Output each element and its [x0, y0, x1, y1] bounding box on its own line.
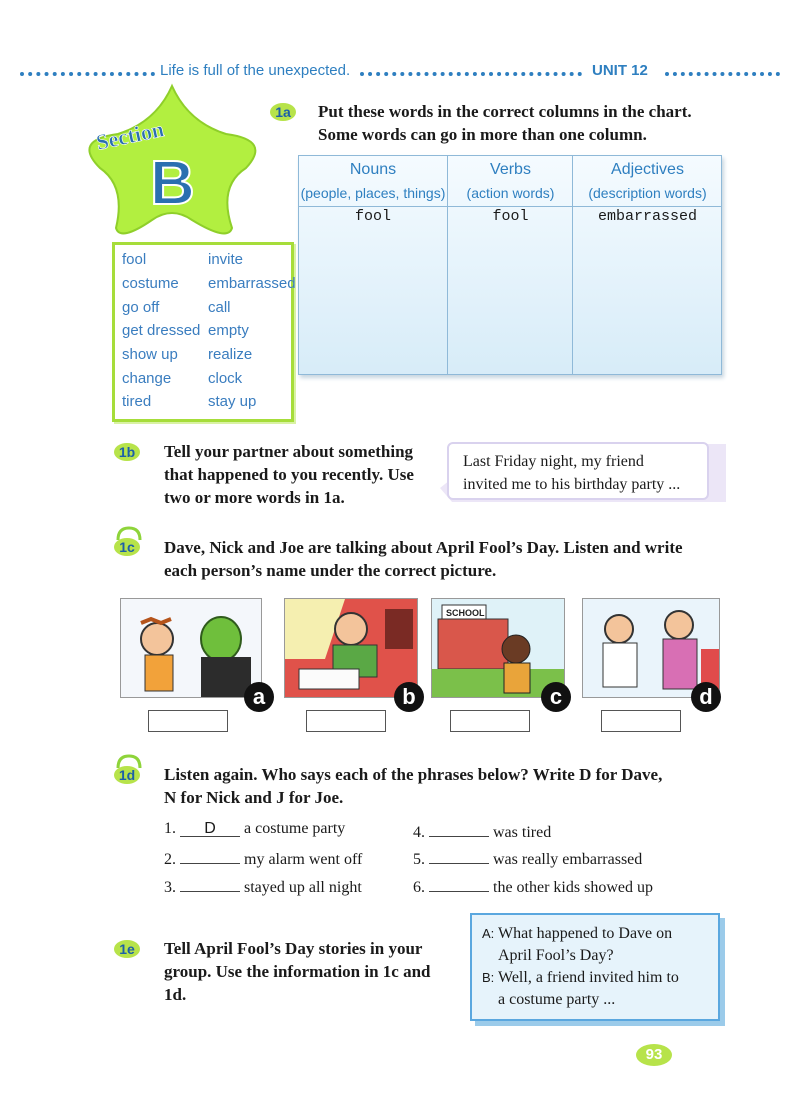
exercise-item-2 [164, 847, 362, 869]
school-scene-illustration [432, 599, 564, 697]
speaker-label: B: [482, 970, 495, 985]
word-item: fool [122, 251, 147, 268]
picture-b-reading [284, 598, 418, 698]
instruction-1d-line2: N for Nick and J for Joe. [164, 788, 344, 807]
word-item: go off [122, 299, 160, 316]
instruction-1b-line3: two or more words in 1a. [164, 488, 345, 507]
word-item: call [208, 299, 231, 316]
dialog-text: a costume party ... [498, 991, 616, 1008]
dialog-text: April Fool’s Day? [498, 947, 614, 964]
section-word: Section [93, 116, 166, 155]
chart-cell-example[interactable]: fool [354, 208, 391, 225]
speaker-label: A: [482, 926, 495, 941]
word-item: tired [122, 393, 152, 410]
answer-box-a[interactable] [148, 710, 228, 732]
instruction-1c-line2: each person’s name under the correct picture. [164, 561, 497, 580]
word-item: costume [122, 275, 179, 292]
answer-box-c[interactable] [450, 710, 530, 732]
answer-box-d[interactable] [601, 710, 681, 732]
word-item: show up [122, 346, 178, 363]
instruction-1d-line1: Listen again. Who says each of the phrases below? Write D for Dave, [164, 765, 663, 784]
column-subtitle: (description words) [588, 185, 707, 201]
instruction-1b-line2: that happened to you recently. Use [164, 465, 414, 484]
instruction-1e [164, 937, 431, 1006]
answer-box-b[interactable] [306, 710, 386, 732]
sample-dialog-box [470, 913, 720, 1021]
dialog-line-b [482, 967, 708, 989]
instruction-1b-line1: Tell your partner about something [164, 442, 414, 461]
word-item: get dressed [122, 322, 201, 339]
badge-1a: 1a [270, 103, 296, 121]
word-item: clock [208, 370, 243, 387]
badge-1e: 1e [114, 940, 140, 958]
item-number: 1. [164, 820, 176, 837]
column-title: Adjectives [611, 161, 684, 178]
instruction-1c-line1: Dave, Nick and Joe are talking about April Fool’s Day. Listen and write [164, 538, 683, 557]
header-dots-middle [360, 72, 582, 76]
picture-c-school [431, 598, 565, 698]
item-text: was really embarrassed [493, 851, 643, 868]
reading-scene-illustration [285, 599, 417, 697]
dialog-text: Well, a friend invited him to [498, 969, 679, 986]
instruction-1e-line3: 1d. [164, 985, 187, 1004]
answer-blank[interactable] [180, 875, 240, 892]
header-dots-left [20, 72, 155, 76]
word-item: embarrassed [208, 275, 296, 292]
word-item: empty [208, 322, 249, 339]
unit-label: UNIT 12 [592, 62, 648, 79]
answer-blank[interactable] [429, 820, 489, 837]
word-category-chart [298, 155, 722, 375]
chart-cell-example[interactable]: embarrassed [597, 208, 698, 225]
instruction-1c [164, 536, 683, 582]
picture-label-b: b [394, 682, 424, 712]
instruction-1a-line2: Some words can go in more than one column. [318, 125, 647, 144]
dialog-line-a-cont [482, 945, 708, 967]
item-text: the other kids showed up [493, 879, 653, 896]
picture-label-a: a [244, 682, 274, 712]
answer-blank[interactable]: D [180, 820, 240, 837]
exercise-item-4 [413, 820, 551, 842]
word-item: realize [208, 346, 253, 363]
instruction-1a [318, 100, 692, 146]
column-title: Verbs [490, 161, 531, 178]
picture-label-d: d [691, 682, 721, 712]
item-number: 5. [413, 851, 425, 868]
instruction-1b [164, 440, 414, 509]
instruction-1a-line1: Put these words in the correct columns in the chart. [318, 102, 692, 121]
instruction-1e-line1: Tell April Fool’s Day stories in your [164, 939, 423, 958]
chart-cell-example[interactable]: fool [492, 208, 529, 225]
column-subtitle: (action words) [466, 185, 555, 201]
section-letter: B [150, 149, 195, 218]
column-subtitle: (people, places, things) [300, 185, 446, 201]
item-text: a costume party [244, 820, 346, 837]
picture-a-monster [120, 598, 262, 698]
talking-scene-illustration [583, 599, 719, 697]
header-slogan: Life is full of the unexpected. [160, 62, 351, 79]
speech-bubble-1b [447, 442, 709, 500]
exercise-item-3 [164, 875, 362, 897]
item-number: 4. [413, 824, 425, 841]
chart-column-nouns [299, 156, 447, 374]
word-item: stay up [208, 393, 257, 410]
word-item: change [122, 370, 172, 387]
chart-column-adjectives [572, 156, 722, 374]
header-dots-right [665, 72, 780, 76]
answer-blank[interactable] [429, 847, 489, 864]
item-text: my alarm went off [244, 851, 363, 868]
item-number: 6. [413, 879, 425, 896]
exercise-item-5 [413, 847, 642, 869]
bubble-line1: Last Friday night, my friend [463, 453, 644, 470]
dialog-line-b-cont [482, 989, 708, 1011]
instruction-1d [164, 763, 662, 809]
item-number: 3. [164, 879, 176, 896]
item-text: stayed up all night [244, 879, 362, 896]
page-number: 93 [636, 1044, 672, 1066]
answer-blank[interactable] [429, 875, 489, 892]
answer-blank[interactable] [180, 847, 240, 864]
chart-column-verbs [447, 156, 573, 374]
school-sign: SCHOOL [446, 608, 485, 618]
dialog-line-a [482, 923, 708, 945]
dialog-text: What happened to Dave on [498, 925, 673, 942]
instruction-1e-line2: group. Use the information in 1c and [164, 962, 431, 981]
item-text: was tired [493, 824, 552, 841]
picture-label-c: c [541, 682, 571, 712]
bubble-line2: invited me to his birthday party ... [463, 476, 681, 493]
section-star-badge [68, 82, 276, 242]
exercise-item-1 [164, 820, 345, 838]
word-item: invite [208, 251, 244, 268]
badge-1b: 1b [114, 443, 140, 461]
exercise-item-6 [413, 875, 653, 897]
column-title: Nouns [349, 161, 397, 178]
monster-scene-illustration [121, 599, 261, 697]
word-bank-box [112, 242, 294, 422]
badge-1c: 1c [114, 538, 140, 556]
item-number: 2. [164, 851, 176, 868]
badge-1d: 1d [114, 766, 140, 784]
